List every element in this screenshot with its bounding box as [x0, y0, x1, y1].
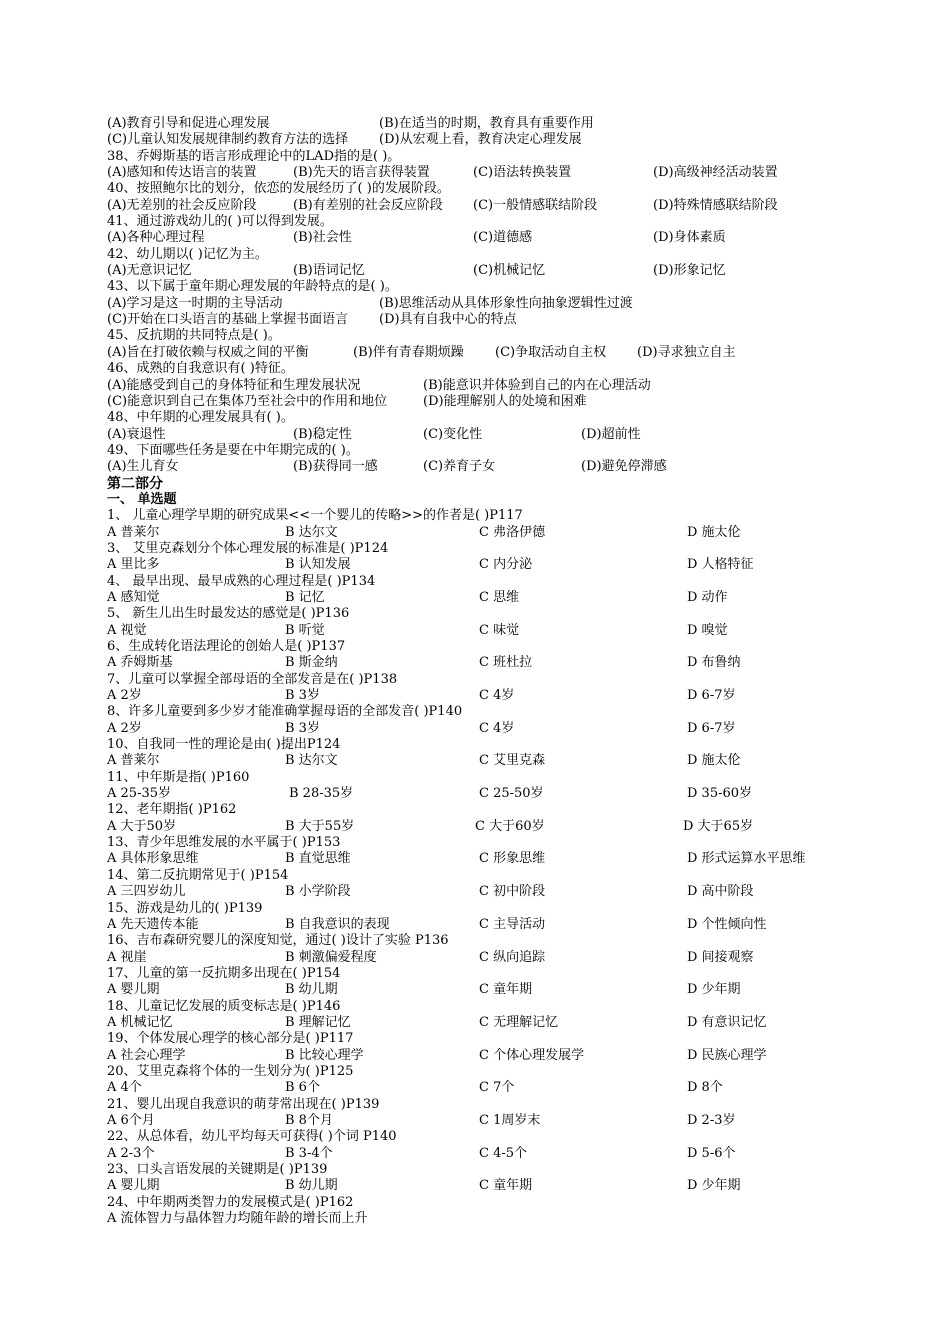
question-text: 15、游戏是幼儿的( )P139: [107, 900, 263, 916]
option-row: [107, 296, 887, 312]
question-text: 38、乔姆斯基的语言形成理论中的LAD指的是( )。: [107, 148, 401, 164]
answer-option: A 先天遗传本能: [107, 916, 199, 932]
answer-option: B 认知发展: [285, 557, 351, 573]
answer-option: (D)寻求独立自主: [637, 344, 736, 360]
answer-option: (A)生儿育女: [107, 459, 179, 475]
answer-option: D 6-7岁: [687, 688, 736, 704]
question-text: 20、艾里克森将个体的一生划分为( )P125: [107, 1063, 354, 1079]
answer-option: B 幼儿期: [285, 1178, 338, 1194]
question-text: 10、自我同一性的理论是由( )提出P124: [107, 737, 341, 753]
answer-option: (D)从宏观上看，教育决定心理发展: [379, 132, 582, 148]
option-row: [107, 525, 887, 541]
answer-option: (A)无差别的社会反应阶段: [107, 197, 257, 213]
part-two-subtitle: 一、 单选题: [107, 491, 177, 507]
answer-option: A 婴儿期: [107, 1178, 160, 1194]
question-stem: [107, 966, 887, 982]
answer-option: C 初中阶段: [479, 884, 546, 900]
question-stem: [107, 835, 887, 851]
part-two-title: 第二部分: [107, 475, 163, 492]
question-stem: [107, 901, 887, 917]
answer-option: (C)机械记忆: [473, 263, 546, 279]
option-row: [107, 132, 887, 148]
answer-option: D 5-6个: [687, 1145, 736, 1161]
answer-option: B 听觉: [285, 622, 325, 638]
question-text: 16、吉布森研究婴儿的深度知觉，通过( )设计了实验 P136: [107, 933, 449, 949]
answer-option: A 乔姆斯基: [107, 655, 173, 671]
answer-option: D 民族心理学: [687, 1047, 767, 1063]
answer-option: B 比较心理学: [285, 1047, 364, 1063]
answer-option: (C)开始在口头语言的基础上掌握书面语言: [107, 312, 349, 328]
answer-option: C 思维: [479, 589, 520, 605]
answer-option: D 施太伦: [687, 524, 741, 540]
answer-option: C 4岁: [479, 688, 515, 704]
answer-option: A 视觉: [107, 622, 147, 638]
answer-option: D 8个: [687, 1080, 723, 1096]
answer-option: C 无理解记忆: [479, 1014, 559, 1030]
option-row: [107, 557, 887, 573]
question-stem: [107, 868, 887, 884]
question-stem: [107, 639, 887, 655]
answer-option: D 人格特征: [687, 557, 754, 573]
question-text: 46、成熟的自我意识有( )特征。: [107, 361, 294, 377]
answer-option: (B)有差别的社会反应阶段: [293, 197, 443, 213]
answer-option: C 味觉: [479, 622, 520, 638]
answer-option: A 25-35岁: [107, 786, 171, 802]
option-row: [107, 345, 887, 361]
answer-option: (A)教育引导和促进心理发展: [107, 116, 270, 131]
answer-option: C 童年期: [479, 982, 533, 998]
option-row: [107, 950, 887, 966]
option-row: [107, 1146, 887, 1162]
question-text: 41、通过游戏幼儿的( )可以得到发展。: [107, 214, 333, 230]
option-row: [107, 116, 887, 132]
answer-option: (A)学习是这一时期的主导活动: [107, 295, 283, 311]
answer-option: (C)争取活动自主权: [495, 344, 607, 360]
option-row: [107, 198, 887, 214]
question-text: 5、 新生儿出生时最发达的感觉是( )P136: [107, 606, 350, 622]
question-text: 3、 艾里克森划分个体心理发展的标准是( )P124: [107, 540, 389, 556]
answer-option: D 布鲁纳: [687, 655, 741, 671]
option-row: [107, 1048, 887, 1064]
question-text: 17、儿童的第一反抗期多出现在( )P154: [107, 965, 341, 981]
answer-option: B 直觉思维: [285, 851, 351, 867]
answer-option: B 达尔文: [285, 753, 338, 769]
answer-option: B 刺激偏爱程度: [285, 949, 377, 965]
answer-option: D 少年期: [687, 982, 741, 998]
answer-option: (B)获得同一感: [293, 459, 378, 475]
question-text: 24、中年期两类智力的发展模式是( )P162: [107, 1194, 354, 1210]
question-text: 21、婴儿出现自我意识的萌芽常出现在( )P139: [107, 1096, 380, 1112]
answer-option: B 记忆: [285, 589, 325, 605]
question-stem: [107, 1097, 887, 1113]
question-stem: [107, 737, 887, 753]
answer-option: A 三四岁幼儿: [107, 884, 186, 900]
answer-option: D 有意识记忆: [687, 1014, 767, 1030]
answer-option: (C)能意识到自己在集体乃至社会中的作用和地位: [107, 393, 388, 409]
question-stem: [107, 181, 887, 197]
option-row: [107, 1080, 887, 1096]
answer-option: A 普莱尔: [107, 753, 160, 769]
option-row: [107, 230, 887, 246]
answer-option: B 小学阶段: [285, 884, 351, 900]
answer-option: B 大于55岁: [285, 818, 355, 834]
answer-option: (A)衰退性: [107, 426, 166, 442]
answer-option: C 班杜拉: [479, 655, 533, 671]
question-text: 13、青少年思维发展的水平属于( )P153: [107, 835, 341, 851]
answer-option: B 6个: [285, 1080, 320, 1096]
answer-option: (B)能意识并体验到自己的内在心理活动: [423, 377, 651, 393]
answer-option: B 8个月: [285, 1112, 333, 1128]
part-two-questions: [107, 508, 887, 1227]
question-text: 19、个体发展心理学的核心部分是( )P117: [107, 1031, 354, 1047]
answer-option: A 2岁: [107, 688, 142, 704]
question-stem: [107, 574, 887, 590]
answer-option: B 幼儿期: [285, 982, 338, 998]
question-stem: [107, 214, 887, 230]
question-stem: [107, 1031, 887, 1047]
answer-option: D 嗅觉: [687, 622, 728, 638]
question-text: 42、幼儿期以( )记忆为主。: [107, 246, 268, 262]
option-row: [107, 786, 887, 802]
question-text: 22、从总体看，幼儿平均每天可获得( )个词 P140: [107, 1129, 397, 1145]
answer-option: C 4岁: [479, 720, 515, 736]
question-text: 43、以下属于童年期心理发展的年龄特点的是( )。: [107, 279, 398, 295]
answer-option: (B)语词记忆: [293, 263, 365, 279]
answer-option: D 大于65岁: [683, 818, 754, 834]
question-stem: [107, 802, 887, 818]
question-stem: [107, 361, 887, 377]
answer-option: C 1周岁末: [479, 1112, 541, 1128]
question-stem: [107, 149, 887, 165]
answer-option: B 3岁: [285, 688, 320, 704]
question-stem: [107, 410, 887, 426]
answer-option: (C)一般情感联结阶段: [473, 197, 598, 213]
answer-option: B 28-35岁: [289, 786, 354, 802]
answer-option: A 2岁: [107, 720, 142, 736]
question-stem: [107, 279, 887, 295]
option-row: [107, 851, 887, 867]
answer-option: C 25-50岁: [479, 786, 544, 802]
answer-option: (D)避免停滞感: [581, 459, 667, 475]
answer-option: C 艾里克森: [479, 753, 546, 769]
answer-option: C 主导活动: [479, 916, 546, 932]
option-row: [107, 819, 887, 835]
question-text: 4、 最早出现、最早成熟的心理过程是( )P134: [107, 573, 376, 589]
answer-option: B 3-4个: [285, 1145, 333, 1161]
question-text: 45、反抗期的共同特点是( )。: [107, 328, 281, 344]
answer-option: (B)在适当的时期，教育具有重要作用: [379, 116, 594, 131]
answer-option: C 内分泌: [479, 557, 533, 573]
answer-option: A 大于50岁: [107, 818, 177, 834]
answer-option: (B)社会性: [293, 230, 352, 246]
answer-option: (D)具有自我中心的特点: [379, 312, 517, 328]
answer-option: C 弗洛伊德: [479, 524, 546, 540]
answer-option: A 里比多: [107, 557, 160, 573]
answer-option: A 感知觉: [107, 589, 160, 605]
answer-option: D 2-3岁: [687, 1112, 736, 1128]
answer-option: (C)儿童认知发展规律制约教育方法的选择: [107, 132, 349, 148]
answer-option: (D)高级神经活动装置: [653, 165, 778, 181]
answer-option: C 大于60岁: [475, 818, 545, 834]
option-row: [107, 1178, 887, 1194]
question-stem: [107, 328, 887, 344]
option-row: [107, 1113, 887, 1129]
question-stem: [107, 247, 887, 263]
answer-option: D 动作: [687, 589, 728, 605]
option-row: [107, 427, 887, 443]
answer-option: (A)能感受到自己的身体特征和生理发展状况: [107, 377, 361, 393]
answer-option: D 6-7岁: [687, 720, 736, 736]
option-row: [107, 655, 887, 671]
answer-option: B 理解记忆: [285, 1014, 351, 1030]
answer-option: (C)养育子女: [423, 459, 496, 475]
option-row: [107, 1015, 887, 1031]
option-row: [107, 688, 887, 704]
answer-option: (A)感知和传达语言的装置: [107, 165, 257, 181]
option-row: [107, 753, 887, 769]
answer-option: (B)思维活动从具体形象性向抽象逻辑性过渡: [379, 295, 633, 311]
option-row: [107, 982, 887, 998]
question-text: 7、儿童可以掌握全部母语的全部发音是在( )P138: [107, 671, 398, 687]
question-stem: [107, 1195, 887, 1211]
option-row: [107, 394, 887, 410]
answer-option: A 4个: [107, 1080, 142, 1096]
answer-option: B 斯金纳: [285, 655, 338, 671]
answer-option: (D)能理解别人的处境和困难: [423, 393, 587, 409]
answer-option: (A)各种心理过程: [107, 230, 205, 246]
option-row: [107, 884, 887, 900]
answer-option: (A)无意识记忆: [107, 263, 192, 279]
document-page: [107, 116, 887, 1227]
answer-option: (D)身体素质: [653, 230, 726, 246]
option-row: [107, 263, 887, 279]
answer-option: D 35-60岁: [687, 786, 753, 802]
answer-option: (D)形象记忆: [653, 263, 726, 279]
answer-option: D 高中阶段: [687, 884, 754, 900]
question-text: 12、老年期指( )P162: [107, 802, 237, 818]
answer-option: (C)变化性: [423, 426, 483, 442]
answer-option: C 4-5个: [479, 1145, 528, 1161]
question-stem: [107, 704, 887, 720]
answer-option: C 形象思维: [479, 851, 546, 867]
option-row: [107, 312, 887, 328]
option-row: [107, 590, 887, 606]
answer-option: A 社会心理学: [107, 1047, 186, 1063]
answer-option: D 形式运算水平思维: [687, 851, 806, 867]
answer-option: A 流体智力与晶体智力均随年龄的增长而上升: [107, 1211, 368, 1227]
answer-option: C 童年期: [479, 1178, 533, 1194]
answer-option: D 个性倾向性: [687, 916, 767, 932]
question-text: 6、生成转化语法理论的创始人是( )P137: [107, 639, 346, 654]
answer-option: D 少年期: [687, 1178, 741, 1194]
question-stem: [107, 1064, 887, 1080]
answer-option: A 机械记忆: [107, 1014, 173, 1030]
option-row: [107, 165, 887, 181]
answer-option: (B)伴有青春期烦躁: [353, 344, 464, 360]
answer-option: (A)旨在打破依赖与权威之间的平衡: [107, 344, 309, 360]
question-text: 40、按照鲍尔比的划分，依恋的发展经历了( )的发展阶段。: [107, 181, 450, 197]
question-text: 18、儿童记忆发展的质变标志是( )P146: [107, 998, 341, 1014]
question-stem: [107, 606, 887, 622]
question-stem: [107, 1129, 887, 1145]
question-text: 48、中年期的心理发展具有( )。: [107, 410, 294, 426]
answer-option: B 达尔文: [285, 524, 338, 540]
answer-option: C 纵向追踪: [479, 949, 546, 965]
question-text: 8、许多儿童要到多少岁才能准确掌握母语的全部发音( )P140: [107, 704, 463, 720]
question-text: 49、下面哪些任务是要在中年期完成的( )。: [107, 442, 359, 458]
answer-option: (B)稳定性: [293, 426, 352, 442]
answer-option: A 具体形象思维: [107, 851, 199, 867]
question-stem: [107, 1162, 887, 1178]
option-row: [107, 459, 887, 475]
answer-option: B 自我意识的表现: [285, 916, 390, 932]
answer-option: B 3岁: [285, 720, 320, 736]
answer-option: A 普莱尔: [107, 524, 160, 540]
part-one-questions: [107, 116, 887, 476]
question-text: 11、中年斯是指( )P160: [107, 769, 250, 785]
answer-option: D 间接观察: [687, 949, 754, 965]
question-stem: [107, 672, 887, 688]
answer-option: D 施太伦: [687, 753, 741, 769]
answer-option: A 婴儿期: [107, 982, 160, 998]
option-row: [107, 1211, 887, 1227]
option-row: [107, 378, 887, 394]
option-row: [107, 721, 887, 737]
answer-option: (D)特殊情感联结阶段: [653, 197, 778, 213]
question-stem: [107, 999, 887, 1015]
answer-option: A 视崖: [107, 949, 147, 965]
answer-option: (B)先天的语言获得装置: [293, 165, 430, 181]
question-stem: [107, 508, 887, 524]
question-text: 1、 儿童心理学早期的研究成果<<一个婴儿的传略>>的作者是( )P117: [107, 508, 523, 524]
option-row: [107, 917, 887, 933]
answer-option: C 个体心理发展学: [479, 1047, 585, 1063]
option-row: [107, 623, 887, 639]
answer-option: A 6个月: [107, 1112, 155, 1128]
answer-option: C 7个: [479, 1080, 515, 1096]
question-stem: [107, 541, 887, 557]
question-stem: [107, 770, 887, 786]
answer-option: (C)道德感: [473, 230, 533, 246]
question-text: 14、第二反抗期常见于( )P154: [107, 867, 289, 883]
question-text: 23、口头言语发展的关键期是( )P139: [107, 1162, 328, 1177]
answer-option: (D)超前性: [581, 426, 641, 442]
answer-option: A 2-3个: [107, 1145, 155, 1161]
question-stem: [107, 443, 887, 459]
answer-option: (C)语法转换装置: [473, 165, 572, 181]
question-stem: [107, 933, 887, 949]
